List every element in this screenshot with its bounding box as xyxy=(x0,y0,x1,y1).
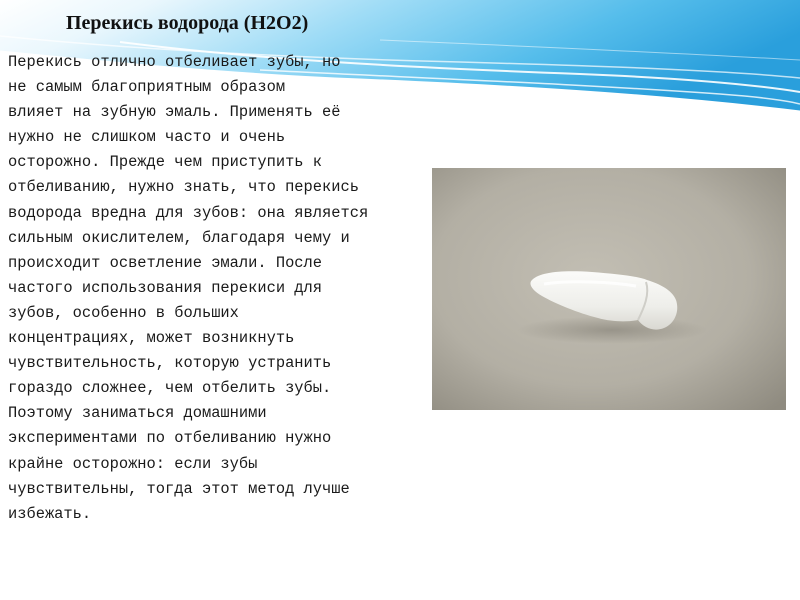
slide-body-text: Перекись отлично отбеливает зубы, но не самым благоприятным образом влияет на зубную эмаль. Применять её нужно не слишком часто и очень осторожно. Прежде чем приступить к отбеливанию, нужно знать, что перекись водорода вредна для зубов: она является сильным окислителем, благодаря чему и происходит осветление эмали. После частого использования перекиси для зубов, особенно в больших концентрациях, может возникнуть чувствительность, которую устранить гораздо сложнее, чем отбелить зубы. Поэтому заниматься домашними экспериментами по отбеливанию нужно крайне осторожно: если зубы чувствительны, тогда этот метод лучше избежать. xyxy=(8,53,369,523)
tooth-photo xyxy=(432,168,786,410)
slide-title: Перекись водорода (Н2О2) xyxy=(66,12,309,34)
